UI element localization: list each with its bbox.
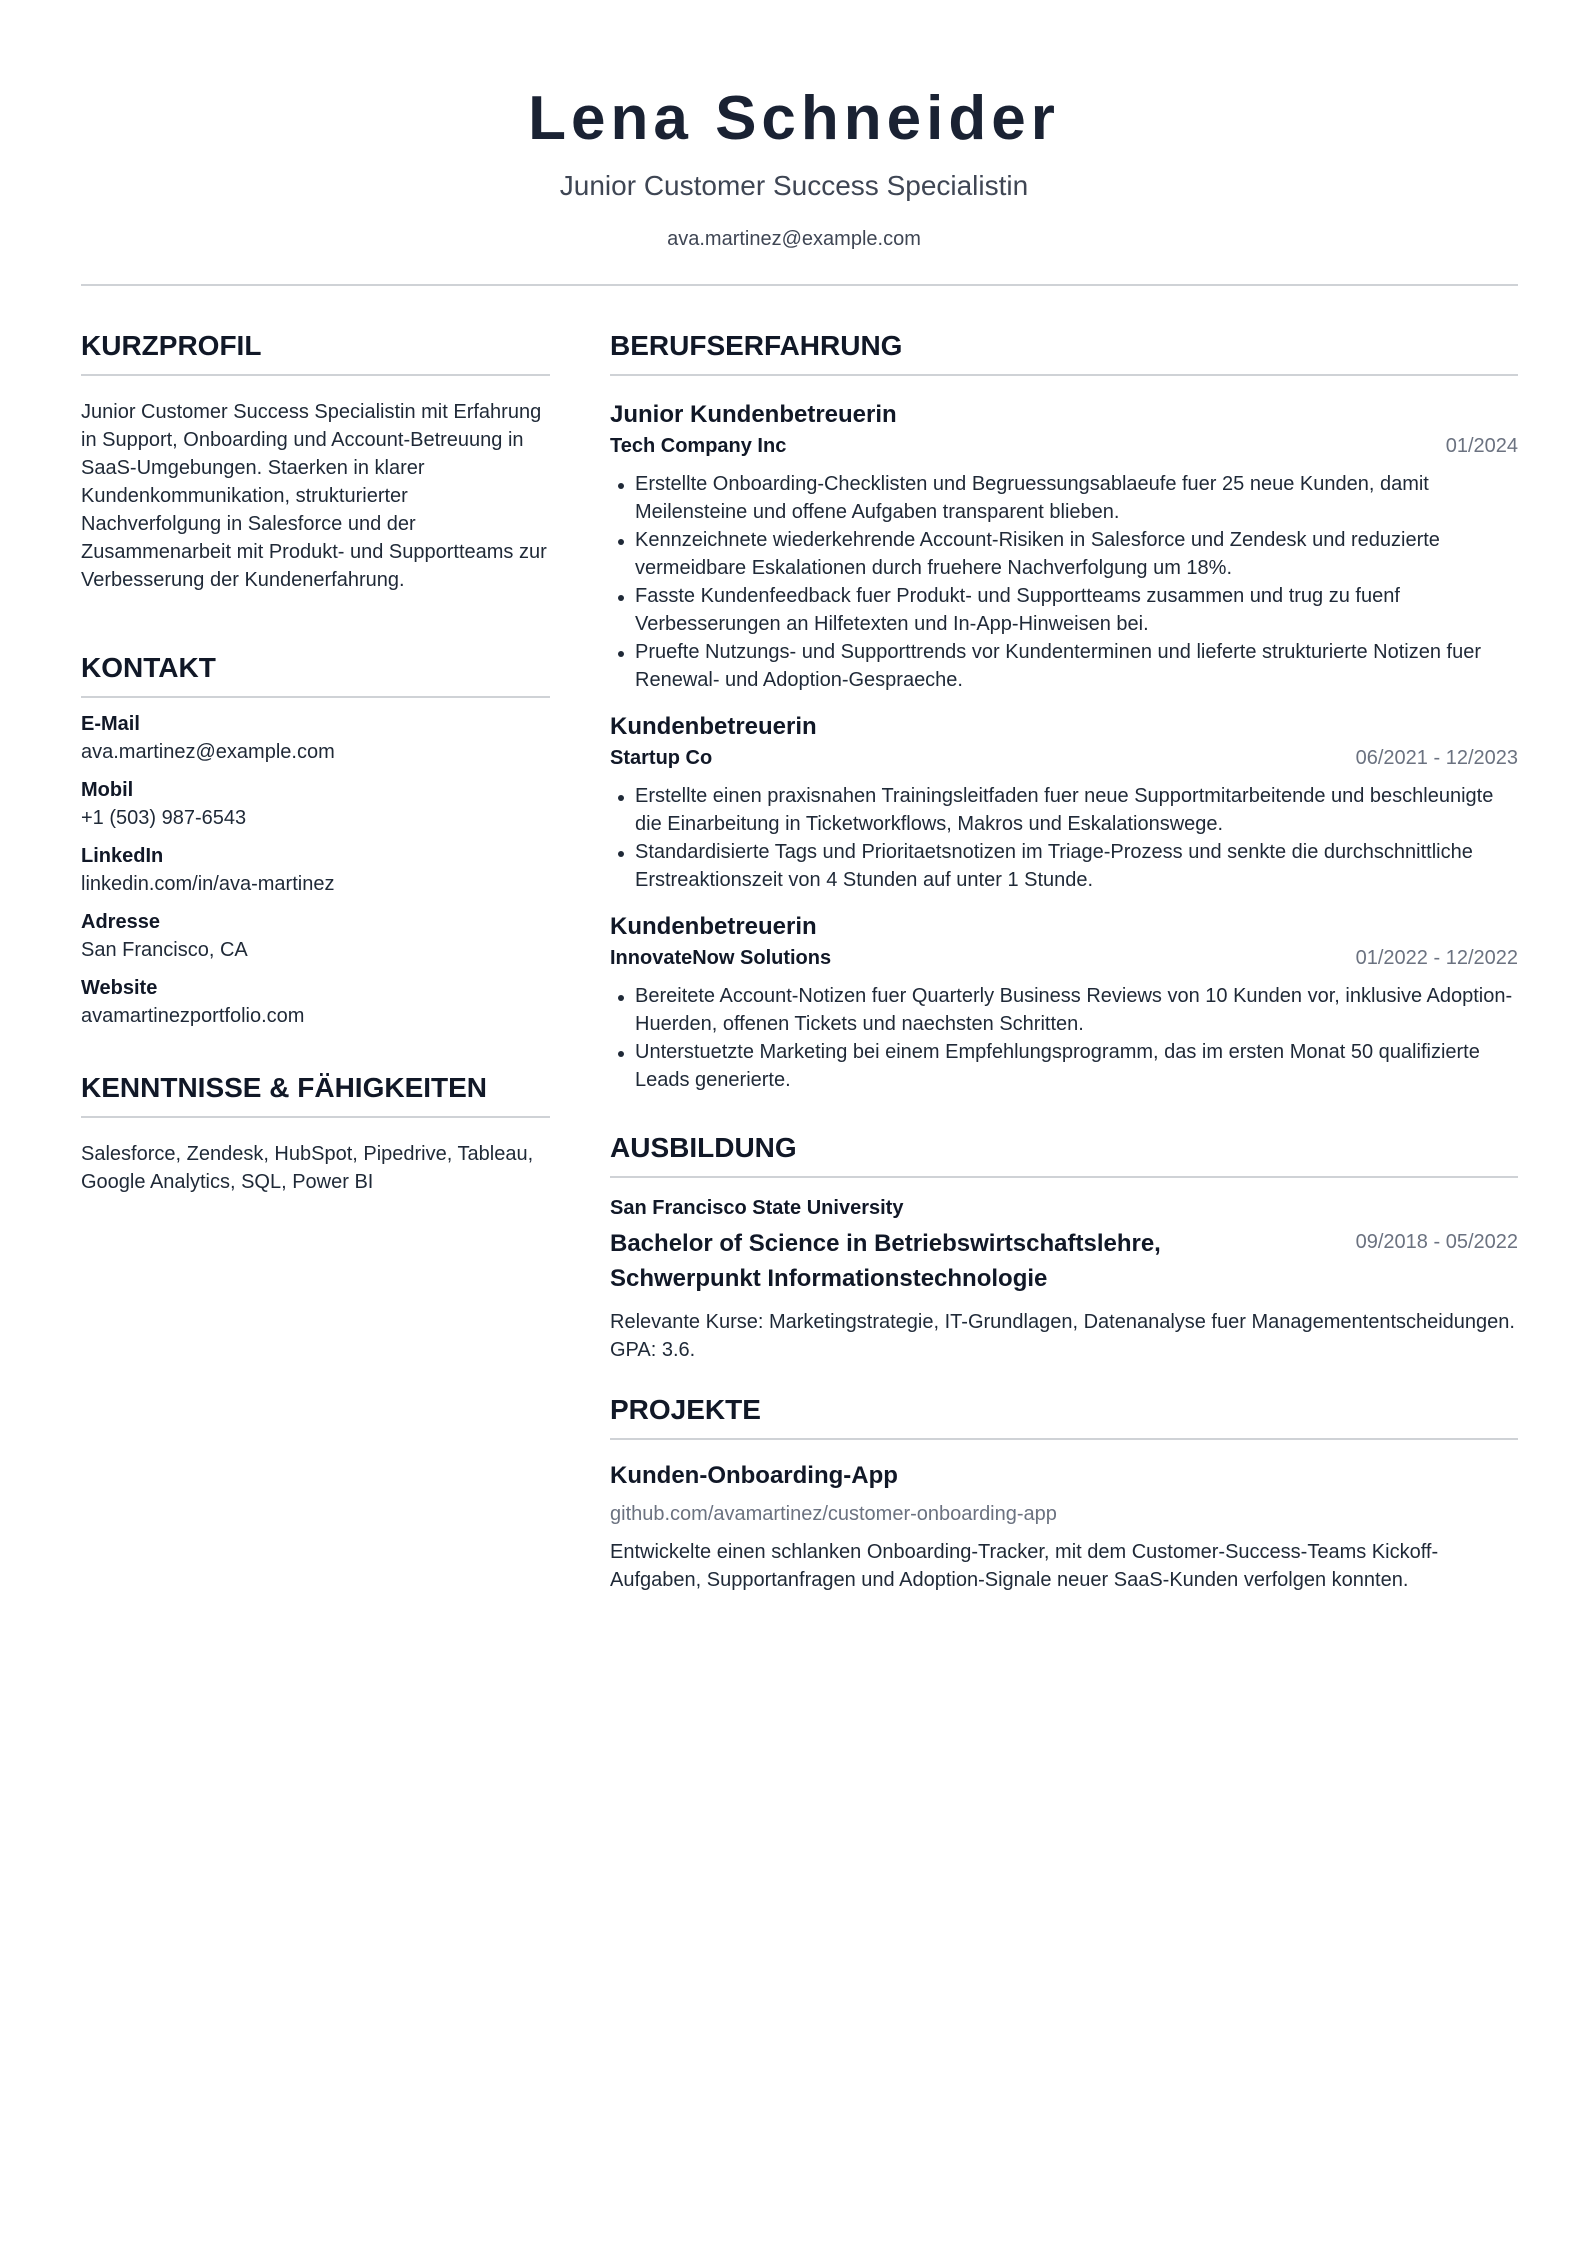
job-title: Kundenbetreuerin bbox=[610, 713, 817, 740]
job-bullet: Bereitete Account-Notizen fuer Quarterly Business Reviews von 10 Kunden vor, inklusive Adoption-Huerden, offenen Tickets und naechsten Schritten. bbox=[610, 982, 1518, 1038]
education-row bbox=[610, 1226, 1518, 1296]
job-date: 01/2024 bbox=[1445, 435, 1518, 457]
job-title: Junior Kundenbetreuerin bbox=[610, 401, 897, 428]
job-company: Startup Co bbox=[610, 747, 713, 769]
job-bullet: Unterstuetzte Marketing bei einem Empfehlungsprogramm, das im ersten Monat 50 qualifizierte Leads generierte. bbox=[610, 1038, 1518, 1094]
job-bullets bbox=[610, 470, 1518, 694]
education-degree: Bachelor of Science in Betriebswirtschaftslehre, Schwerpunkt Informationstechnologie bbox=[610, 1230, 1161, 1292]
job-date: 06/2021 - 12/2023 bbox=[1355, 747, 1518, 769]
header-email[interactable]: ava.martinez@example.com bbox=[667, 228, 921, 250]
contact-linkedin-value[interactable]: linkedin.com/in/ava-martinez bbox=[81, 873, 335, 895]
summary-text: Junior Customer Success Specialistin mit Erfahrung in Support, Onboarding und Account-Betreuung in SaaS-Umgebungen. Staerken in klarer Kundenkommunikation, strukturierter Nachverfolgung in Salesforce und der Zusammenarbeit mit Produkt- und Supportteams zur Verbesserung der Kundenerfahrung. bbox=[81, 401, 547, 591]
job-meta bbox=[610, 744, 1518, 772]
contact-item-phone bbox=[81, 776, 550, 832]
projects-section bbox=[610, 1386, 1518, 1594]
skills-section bbox=[81, 1064, 550, 1196]
contact-phone-value[interactable]: +1 (503) 987-6543 bbox=[81, 807, 247, 829]
job-entry bbox=[610, 400, 1518, 694]
summary-section bbox=[81, 322, 550, 594]
contact-address-value: San Francisco, CA bbox=[81, 939, 248, 961]
education-section bbox=[610, 1124, 1518, 1364]
project-entry bbox=[610, 1460, 1518, 1594]
summary-heading: KURZPROFIL bbox=[81, 322, 550, 376]
contact-label: Mobil bbox=[81, 779, 134, 801]
skills-heading: KENNTNISSE & FÄHIGKEITEN bbox=[81, 1064, 550, 1118]
header-divider bbox=[81, 284, 1518, 286]
experience-section bbox=[610, 322, 1518, 1094]
education-date: 09/2018 - 05/2022 bbox=[1355, 1231, 1518, 1253]
job-company: Tech Company Inc bbox=[610, 435, 787, 457]
education-details: Relevante Kurse: Marketingstrategie, IT-Grundlagen, Datenanalyse fuer Managemententscheidungen. GPA: 3.6. bbox=[610, 1311, 1515, 1361]
job-bullets bbox=[610, 782, 1518, 894]
job-entry bbox=[610, 912, 1518, 1094]
job-bullet: Fasste Kundenfeedback fuer Produkt- und Supportteams zusammen und trug zu fuenf Verbesserungen an Hilfetexten und In-App-Hinweisen bei. bbox=[610, 582, 1518, 638]
candidate-name: Lena Schneider bbox=[528, 84, 1060, 153]
contact-section bbox=[81, 644, 550, 1030]
job-bullets bbox=[610, 982, 1518, 1094]
job-title: Kundenbetreuerin bbox=[610, 913, 817, 940]
projects-heading: PROJEKTE bbox=[610, 1386, 1518, 1440]
job-bullet: Standardisierte Tags und Prioritaetsnotizen im Triage-Prozess und senkte die durchschnittliche Erstreaktionszeit von 4 Stunden auf unter 1 Stunde. bbox=[610, 838, 1518, 894]
contact-label: Adresse bbox=[81, 911, 160, 933]
contact-item-address bbox=[81, 908, 550, 964]
project-title: Kunden-Onboarding-App bbox=[610, 1462, 898, 1489]
project-description: Entwickelte einen schlanken Onboarding-Tracker, mit dem Customer-Success-Teams Kickoff-Aufgaben, Supportanfragen und Adoption-Signale neuer SaaS-Kunden verfolgen konnten. bbox=[610, 1541, 1439, 1591]
contact-label: Website bbox=[81, 977, 158, 999]
right-column bbox=[610, 322, 1518, 1594]
contact-item-website bbox=[81, 974, 550, 1030]
skills-text: Salesforce, Zendesk, HubSpot, Pipedrive, Tableau, Google Analytics, SQL, Power BI bbox=[81, 1143, 534, 1193]
job-bullet: Erstellte Onboarding-Checklisten und Begruessungsablaeufe fuer 25 neue Kunden, damit Meilensteine und offene Aufgaben transparent blieben. bbox=[610, 470, 1518, 526]
job-company: InnovateNow Solutions bbox=[610, 947, 832, 969]
contact-list bbox=[81, 710, 550, 1030]
contact-label: E-Mail bbox=[81, 713, 140, 735]
job-bullet: Pruefte Nutzungs- und Supporttrends vor Kundenterminen und lieferte strukturierte Notizen fuer Renewal- und Adoption-Gespraeche. bbox=[610, 638, 1518, 694]
education-heading: AUSBILDUNG bbox=[610, 1124, 1518, 1178]
job-entry bbox=[610, 712, 1518, 894]
job-bullet: Erstellte einen praxisnahen Trainingsleitfaden fuer neue Supportmitarbeitende und beschleunigte die Einarbeitung in Ticketworkflows, Makros und Eskalationswege. bbox=[610, 782, 1518, 838]
job-date: 01/2022 - 12/2022 bbox=[1355, 947, 1518, 969]
left-column bbox=[81, 322, 550, 1196]
contact-label: LinkedIn bbox=[81, 845, 164, 867]
contact-heading: KONTAKT bbox=[81, 644, 550, 698]
candidate-headline: Junior Customer Success Specialistin bbox=[559, 170, 1029, 201]
contact-email-value[interactable]: ava.martinez@example.com bbox=[81, 741, 335, 763]
education-school: San Francisco State University bbox=[610, 1197, 904, 1219]
experience-heading: BERUFSERFAHRUNG bbox=[610, 322, 1518, 376]
project-link[interactable]: github.com/avamartinez/customer-onboarding-app bbox=[610, 1503, 1057, 1525]
contact-item-linkedin bbox=[81, 842, 550, 898]
job-meta bbox=[610, 432, 1518, 460]
job-meta bbox=[610, 944, 1518, 972]
contact-item-email bbox=[81, 710, 550, 766]
contact-website-value[interactable]: avamartinezportfolio.com bbox=[81, 1005, 305, 1027]
job-bullet: Kennzeichnete wiederkehrende Account-Risiken in Salesforce und Zendesk und reduzierte vermeidbare Eskalationen durch fruehere Nachverfolgung um 18%. bbox=[610, 526, 1518, 582]
